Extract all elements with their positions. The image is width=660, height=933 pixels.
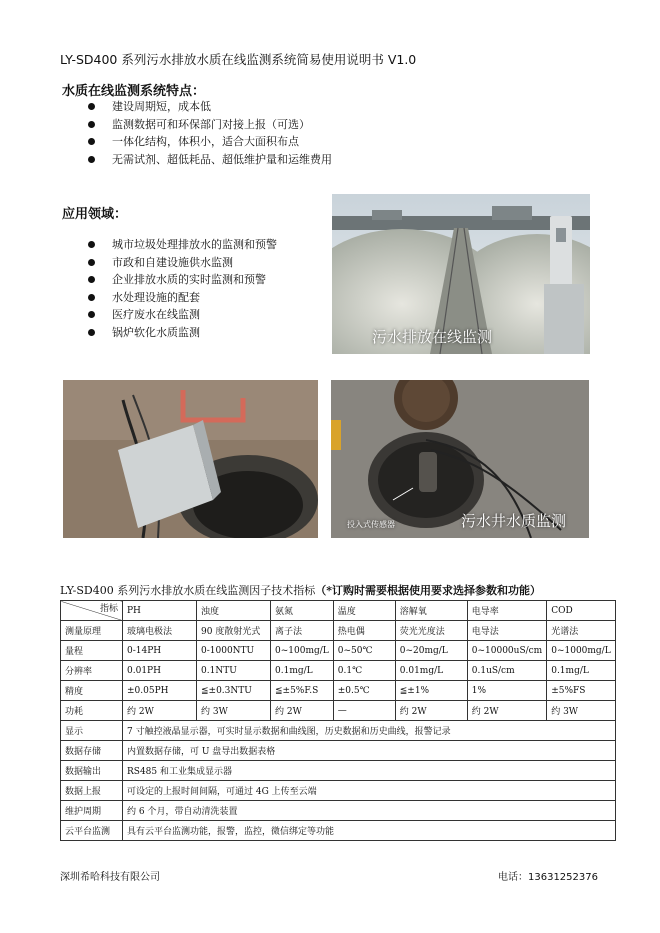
spec-table	[60, 600, 616, 841]
sensor-label: 投入式传感器	[347, 520, 395, 529]
table-cell: 1%	[467, 681, 546, 701]
table-cell: 0.01PH	[123, 661, 197, 681]
list-item: 锅炉软化水质监测	[86, 324, 277, 342]
table-cell: 0.01mg/L	[395, 661, 467, 681]
photo-caption: 污水井水质监测	[461, 512, 567, 530]
table-cell: 约 3W	[197, 701, 271, 721]
document-title: LY-SD400 系列污水排放水质在线监测系统简易使用说明书 V1.0	[60, 52, 417, 67]
treatment-plant-photo	[332, 194, 590, 354]
table-header-cell: 温度	[333, 601, 395, 621]
table-cell: ±5%FS	[547, 681, 615, 701]
table-row	[61, 761, 616, 781]
list-item: 医疗废水在线监测	[86, 306, 277, 324]
table-cell: 0~20mg/L	[395, 641, 467, 661]
table-cell: 约 3W	[547, 701, 615, 721]
table-cell: 数据上报	[61, 781, 123, 801]
table-cell: ≦±1%	[395, 681, 467, 701]
table-row	[61, 641, 616, 661]
bullet-icon	[88, 259, 95, 266]
bullet-icon	[88, 276, 95, 283]
table-cell: 0~50℃	[333, 641, 395, 661]
table-header-cell: COD	[547, 601, 615, 621]
bullet-icon	[88, 103, 95, 110]
table-cell: 0-14PH	[123, 641, 197, 661]
table-row	[61, 681, 616, 701]
footer-company: 深圳希哈科技有限公司	[60, 872, 160, 883]
table-cell: 0~100mg/L	[271, 641, 334, 661]
bullet-icon	[88, 121, 95, 128]
table-cell: 0~10000uS/cm	[467, 641, 546, 661]
features-list	[86, 98, 332, 168]
list-item: 无需试剂、超低耗品、超低维护量和运维费用	[86, 151, 332, 169]
table-cell: 约 2W	[271, 701, 334, 721]
table-cell: 0.1℃	[333, 661, 395, 681]
bullet-icon	[88, 329, 95, 336]
table-cell: ±0.05PH	[123, 681, 197, 701]
table-header-cell: 浊度	[197, 601, 271, 621]
table-cell: 0.1NTU	[197, 661, 271, 681]
table-cell: 玻璃电极法	[123, 621, 197, 641]
table-header-cell: 氨氮	[271, 601, 334, 621]
table-row	[61, 801, 616, 821]
manhole-box-photo	[63, 380, 318, 538]
table-cell: 具有云平台监测功能，报警，监控，微信绑定等功能	[123, 821, 616, 841]
table-cell: 0.1mg/L	[271, 661, 334, 681]
table-row	[61, 661, 616, 681]
table-cell: 功耗	[61, 701, 123, 721]
table-cell: —	[333, 701, 395, 721]
list-item: 城市垃圾处理排放水的监测和预警	[86, 236, 277, 254]
list-item: 水处理设施的配套	[86, 289, 277, 307]
table-cell: 光谱法	[547, 621, 615, 641]
bullet-icon	[88, 138, 95, 145]
bullet-icon	[88, 241, 95, 248]
table-cell: 约 2W	[123, 701, 197, 721]
table-cell: ≦±0.3NTU	[197, 681, 271, 701]
table-header-cell: PH	[123, 601, 197, 621]
table-cell: 0-1000NTU	[197, 641, 271, 661]
table-cell: 0~1000mg/L	[547, 641, 615, 661]
table-cell: 数据输出	[61, 761, 123, 781]
table-title-main: LY-SD400 系列污水排放水质在线监测因子技术指标	[60, 584, 316, 597]
table-row	[61, 701, 616, 721]
table-cell: 7 寸触控液晶显示器，可实时显示数据和曲线图，历史数据和历史曲线，报警记录	[123, 721, 616, 741]
footer-phone: 电话：13631252376	[498, 872, 598, 883]
table-cell: 荧光光度法	[395, 621, 467, 641]
applications-heading: 应用领域：	[62, 207, 128, 222]
list-item: 一体化结构，体积小，适合大面积布点	[86, 133, 332, 151]
table-cell: ±0.5℃	[333, 681, 395, 701]
bullet-icon	[88, 311, 95, 318]
manhole-probe-photo	[331, 380, 589, 538]
table-cell: 0.1uS/cm	[467, 661, 546, 681]
table-cell: 90 度散射光式	[197, 621, 271, 641]
bullet-icon	[88, 156, 95, 163]
table-cell: 约 2W	[395, 701, 467, 721]
table-header-cell: 指标	[61, 601, 123, 621]
table-cell: 离子法	[271, 621, 334, 641]
table-row	[61, 781, 616, 801]
table-title	[60, 582, 541, 598]
table-cell: 量程	[61, 641, 123, 661]
manhole-box-image	[63, 380, 318, 538]
table-header-row	[61, 601, 616, 621]
table-cell: 精度	[61, 681, 123, 701]
photo-caption: 污水排放在线监测	[372, 328, 493, 346]
table-row	[61, 741, 616, 761]
table-cell: 分辨率	[61, 661, 123, 681]
table-cell: RS485 和工业集成显示器	[123, 761, 616, 781]
list-item: 市政和自建设施供水监测	[86, 254, 277, 272]
table-cell: 数据存储	[61, 741, 123, 761]
list-item: 企业排放水质的实时监测和预警	[86, 271, 277, 289]
table-cell: ≦±5%F.S	[271, 681, 334, 701]
table-cell: 电导法	[467, 621, 546, 641]
table-cell: 约 6 个月，带自动清洗装置	[123, 801, 616, 821]
list-item: 建设周期短，成本低	[86, 98, 332, 116]
table-cell: 云平台监测	[61, 821, 123, 841]
table-header-cell: 溶解氧	[395, 601, 467, 621]
table-cell: 显示	[61, 721, 123, 741]
table-title-note: （*订购时需要根据使用要求选择参数和功能）	[315, 584, 541, 597]
bullet-icon	[88, 294, 95, 301]
table-row	[61, 821, 616, 841]
list-item: 监测数据可和环保部门对接上报（可选）	[86, 116, 332, 134]
features-heading: 水质在线监测系统特点：	[62, 84, 206, 99]
table-cell: 热电偶	[333, 621, 395, 641]
table-header-cell: 电导率	[467, 601, 546, 621]
table-cell: 约 2W	[467, 701, 546, 721]
table-row	[61, 621, 616, 641]
table-cell: 可设定的上报时间间隔，可通过 4G 上传至云端	[123, 781, 616, 801]
table-row	[61, 721, 616, 741]
applications-list	[86, 236, 277, 341]
table-cell: 内置数据存储，可 U 盘导出数据表格	[123, 741, 616, 761]
table-cell: 0.1mg/L	[547, 661, 615, 681]
table-cell: 测量原理	[61, 621, 123, 641]
table-cell: 维护周期	[61, 801, 123, 821]
